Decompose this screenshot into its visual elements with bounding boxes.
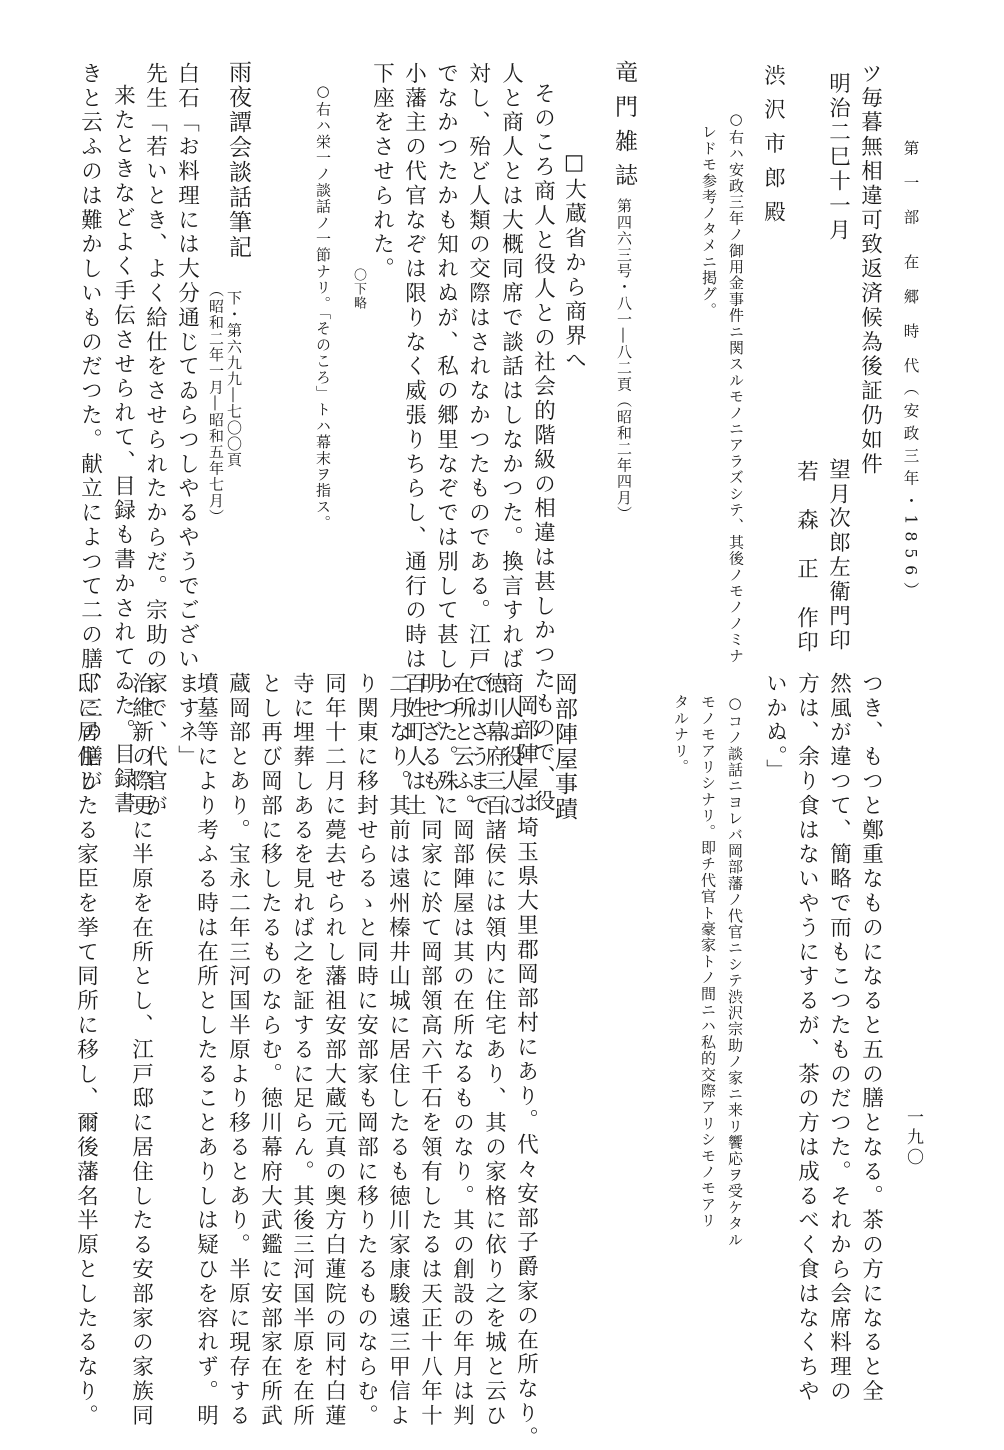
okabe-line: 治維新の際更に半原を在所とし、江戸邸に居住したる安部家の家族同 — [128, 672, 154, 1429]
ryumon-line: 小藩主の代官なぞは限りなく威張りちらし、通行の時は百姓町人は土 — [401, 62, 427, 819]
okabe-line: り関東に移封せらるゝと同時に安部家も岡部に移りたるものならむ。 — [353, 672, 379, 1429]
okabe-line: 徳川幕府三百諸侯には領内に住宅あり、其の家格に依り之を城と云ひ — [481, 672, 507, 1429]
page-number: 一九〇 — [903, 1108, 923, 1168]
letter-note-1: ○右ハ安政三年ノ御用金事件ニ関スルモノニアラズシテ、其後ノモノノミナ — [727, 110, 745, 664]
ryumon-line: 人と商人とは大概同席で談話はしなかつた。換言すれば商人は役人に — [498, 62, 524, 819]
okabe-line: 同年十二月に薨去せられし藩祖安部大蔵元真の奥方白蓮院の同村白蓮 — [321, 672, 347, 1429]
letter-line-1: ツ毎暮無相違可致返済候為後証仍如件 — [857, 62, 883, 477]
letter-addressee: 渋 沢 市 郎 殿 — [760, 64, 786, 225]
ryumon-line: 対し、殆ど人類の交際はされなかつたものである。江戸ではさうまで — [465, 62, 491, 819]
okabe-line: 寺に埋葬しあるを見れば之を証するに足らん。其後三河国半原を在所 — [289, 672, 315, 1429]
continued-line: いかぬ。」 — [762, 672, 788, 784]
uya-line: きと云ふのは難かしいものだつた。献立によつて二の膳、三の膳が — [77, 62, 103, 794]
ryumon-omitted: 〇下略 — [351, 268, 366, 311]
letter-signer-1: 望月次郎左衛門印 — [825, 458, 851, 654]
ryumon-last-line: 下座をさせられた。 — [369, 62, 395, 282]
running-head: 第 一 部 在 郷 時 代（安政三年・1856） — [901, 140, 920, 605]
uya-line: 先生「若いとき、よく給仕をさせられたからだ。宗助の家で、代官が — [142, 62, 168, 819]
ryumon-note: ○右ハ栄一ノ談話ノ一節ナリ。「そのころ」トハ幕末ヲ指ス。 — [314, 82, 332, 532]
okabe-title: 岡部陣屋事蹟 — [551, 672, 577, 822]
okabe-line: 二月なり。其前は遠州榛井山城に居住したるも徳川家康駿遠三甲信よ — [385, 672, 411, 1429]
uya-citation-2: （昭和二年一月―昭和五年七月） — [207, 282, 225, 525]
uya-line: 白石「お料理には大分通じてゐらつしやるやうでございますネ」 — [174, 62, 200, 770]
uya-title: 雨夜譚会談話筆記 — [225, 60, 251, 260]
ryumon-line: でなかつたかも知れぬが、私の郷里なぞでは別して甚しかつた。殊に — [433, 62, 459, 819]
okabe-line: 邸に居住したる家臣を挙て同所に移し、爾後藩名半原としたるなり。 — [73, 672, 99, 1429]
continued-line: つき、もつと鄭重なものになると五の膳となる。茶の方になると全 — [858, 672, 884, 1404]
okabe-line: とし再び岡部に移したるものならむ。徳川幕府大武鑑に安部家在所武 — [257, 672, 283, 1429]
continued-line: 然風が違つて、簡略で而もこつたものだつた。それから会席料理の — [826, 672, 852, 1404]
okabe-line: 蔵岡部とあり。宝永二年三河国半原より移るとあり。半原に現存する — [225, 672, 251, 1429]
ryumon-title: 竜 門 雑 誌 — [611, 60, 637, 188]
continued-line: 方は、余り食はないやうにするが、茶の方は成るべく食はなくちや — [794, 672, 820, 1404]
continued-note-2: モノモアリシナリ。即チ代官ト豪家トノ間ニハ私的交際アリシモノモアリ — [699, 694, 717, 1229]
okabe-line: 在所と云ふ。岡部陣屋は其の在所なるものなり。其の創設の年月は判 — [449, 672, 475, 1429]
letter-date: 明治二巳十一月 — [825, 72, 851, 243]
uya-line: 来たときなどよく手伝させられて、目録も書かされてゐた。目録書 — [110, 84, 136, 816]
letter-signer-2: 若 森 正 作印 — [793, 460, 819, 656]
letter-note-2: レドモ参考ノタメニ掲グ。 — [700, 124, 718, 319]
okabe-line: 墳墓等により考ふる時は在所としたることありしは疑ひを容れず。明 — [193, 672, 219, 1429]
continued-note-3: タルナリ。 — [672, 694, 690, 775]
continued-note-1: ○コノ談話ニヨレバ岡部藩ノ代官ニシテ渋沢宗助ノ家ニ来リ饗応ヲ受ケタル — [726, 694, 744, 1248]
ryumon-line: そのころ商人と役人との社会的階級の相違は甚しかつたもので、役 — [530, 82, 556, 814]
okabe-line: 岡部陣屋は埼玉県大里郡岡部村にあり。代々安部子爵家の在所なり。 — [513, 694, 539, 1450]
uya-citation-1: 下・第六九九―七〇〇頁 — [225, 290, 243, 469]
ryumon-subheading: □大蔵省から商界へ — [561, 150, 587, 374]
ryumon-citation: 第四六三号・八一―八二頁（昭和二年四月） — [615, 198, 633, 522]
okabe-line: 明せざるも、同家に於て岡部領高六千石を領有したるは天正十八年十 — [417, 672, 443, 1429]
